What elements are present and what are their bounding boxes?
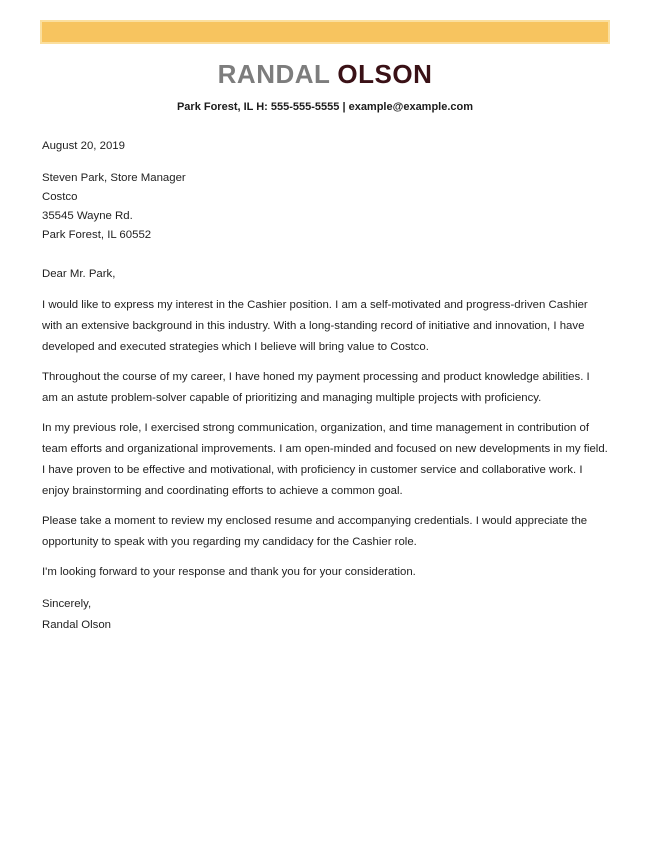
recipient-line: 35545 Wayne Rd. bbox=[42, 210, 133, 222]
letter-paragraph: I would like to express my interest in the Cashier position. I am a self-motivated and progress-driven Cashier with an extensive background in this industry. With a long-standing record of initiative and innovation, I have developed and executed strategies which I believe will bring value to Costco. bbox=[42, 299, 588, 353]
last-name: OLSON bbox=[337, 59, 433, 89]
first-name: RANDAL bbox=[217, 59, 331, 89]
header-accent-bar bbox=[40, 20, 610, 44]
letter-paragraph: In my previous role, I exercised strong communication, organization, and time management in contribution of team efforts and organizational improvements. I am open-minded and focused on new developments in my field. I have proven to be effective and motivational, with proficiency in customer service and collaborative work. I enjoy brainstorming and coordinating efforts to achieve a common goal. bbox=[42, 422, 608, 497]
letter-date: August 20, 2019 bbox=[42, 140, 125, 152]
page-title bbox=[0, 60, 650, 88]
recipient-line: Park Forest, IL 60552 bbox=[42, 229, 152, 241]
closing-block bbox=[42, 594, 608, 636]
contact-line: Park Forest, IL H: 555-555-5555 | example@example.com bbox=[176, 101, 474, 113]
letter-body bbox=[42, 136, 608, 636]
closing: Sincerely, bbox=[42, 598, 92, 610]
letter-paragraph: I'm looking forward to your response and thank you for your consideration. bbox=[42, 566, 416, 578]
recipient-line: Steven Park, Store Manager bbox=[42, 172, 186, 184]
recipient-line: Costco bbox=[42, 191, 78, 203]
letter-paragraph: Throughout the course of my career, I have honed my payment processing and product knowledge abilities. I am an astute problem-solver capable of prioritizing and managing multiple projects with proficiency. bbox=[42, 371, 590, 404]
recipient-address bbox=[42, 169, 608, 245]
signature: Randal Olson bbox=[42, 619, 112, 631]
salutation: Dear Mr. Park, bbox=[42, 268, 116, 280]
letter-paragraph: Please take a moment to review my enclosed resume and accompanying credentials. I would appreciate the opportunity to speak with you regarding my candidacy for the Cashier role. bbox=[42, 515, 588, 548]
